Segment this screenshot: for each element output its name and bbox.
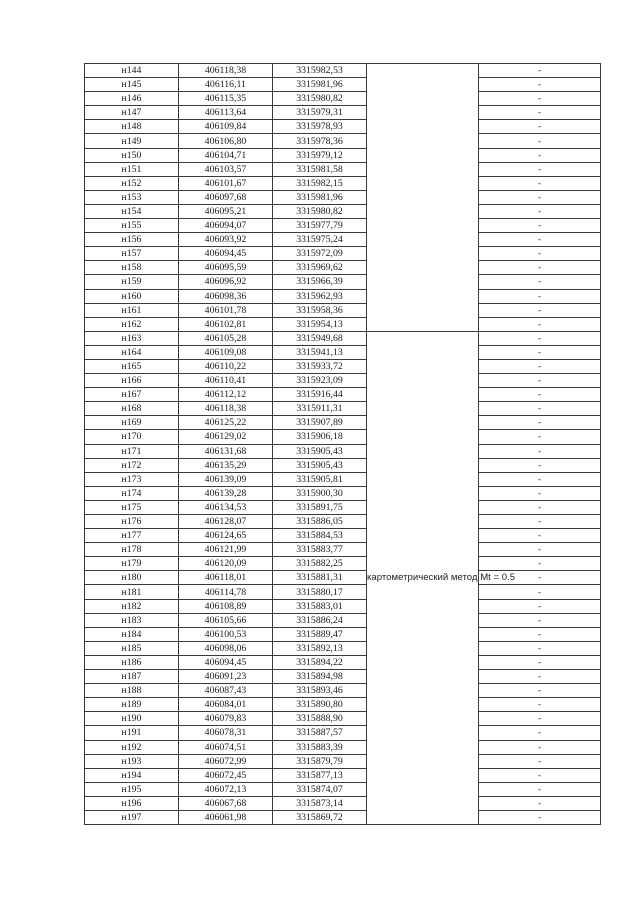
y-coordinate-cell: 3315933,72 (273, 359, 367, 373)
table-row (85, 585, 601, 599)
point-name-cell: н174 (85, 486, 179, 500)
table-row (85, 641, 601, 655)
point-name-cell: н176 (85, 515, 179, 529)
point-name-cell: н173 (85, 472, 179, 486)
table-row (85, 106, 601, 120)
point-name-cell: н182 (85, 599, 179, 613)
x-coordinate-cell: 406098,36 (179, 289, 273, 303)
x-coordinate-cell: 406114,78 (179, 585, 273, 599)
x-coordinate-cell: 406125,22 (179, 416, 273, 430)
table-row (85, 92, 601, 106)
y-coordinate-cell: 3315880,17 (273, 585, 367, 599)
note-cell: - (479, 204, 601, 218)
table-row (85, 726, 601, 740)
y-coordinate-cell: 3315892,13 (273, 641, 367, 655)
x-coordinate-cell: 406134,53 (179, 500, 273, 514)
x-coordinate-cell: 406100,53 (179, 627, 273, 641)
y-coordinate-cell: 3315979,31 (273, 106, 367, 120)
note-cell: - (479, 810, 601, 824)
coordinates-table (84, 63, 601, 825)
y-coordinate-cell: 3315905,43 (273, 444, 367, 458)
y-coordinate-cell: 3315981,96 (273, 190, 367, 204)
table-row (85, 78, 601, 92)
y-coordinate-cell: 3315980,82 (273, 92, 367, 106)
y-coordinate-cell: 3315954,13 (273, 317, 367, 331)
x-coordinate-cell: 406101,67 (179, 176, 273, 190)
table-row (85, 64, 601, 78)
y-coordinate-cell: 3315916,44 (273, 388, 367, 402)
x-coordinate-cell: 406094,07 (179, 219, 273, 233)
table-row (85, 684, 601, 698)
table-row (85, 275, 601, 289)
y-coordinate-cell: 3315905,43 (273, 458, 367, 472)
y-coordinate-cell: 3315982,15 (273, 176, 367, 190)
table-row (85, 331, 601, 345)
note-cell: - (479, 585, 601, 599)
point-name-cell: н175 (85, 500, 179, 514)
point-name-cell: н172 (85, 458, 179, 472)
table-row (85, 782, 601, 796)
y-coordinate-cell: 3315883,77 (273, 543, 367, 557)
x-coordinate-cell: 406118,01 (179, 571, 273, 585)
x-coordinate-cell: 406072,13 (179, 782, 273, 796)
x-coordinate-cell: 406108,89 (179, 599, 273, 613)
x-coordinate-cell: 406110,41 (179, 374, 273, 388)
table-row (85, 529, 601, 543)
table-row (85, 472, 601, 486)
y-coordinate-cell: 3315894,22 (273, 655, 367, 669)
point-name-cell: н181 (85, 585, 179, 599)
table-row (85, 247, 601, 261)
y-coordinate-cell: 3315890,80 (273, 698, 367, 712)
point-name-cell: н147 (85, 106, 179, 120)
y-coordinate-cell: 3315969,62 (273, 261, 367, 275)
table-row (85, 190, 601, 204)
y-coordinate-cell: 3315873,14 (273, 796, 367, 810)
y-coordinate-cell: 3315887,57 (273, 726, 367, 740)
table-row (85, 796, 601, 810)
table-row (85, 712, 601, 726)
y-coordinate-cell: 3315982,53 (273, 64, 367, 78)
point-name-cell: н157 (85, 247, 179, 261)
note-cell: - (479, 331, 601, 345)
point-name-cell: н168 (85, 402, 179, 416)
table-row (85, 627, 601, 641)
method-cell-empty (367, 64, 479, 332)
point-name-cell: н196 (85, 796, 179, 810)
table-row (85, 655, 601, 669)
y-coordinate-cell: 3315877,13 (273, 768, 367, 782)
y-coordinate-cell: 3315888,90 (273, 712, 367, 726)
note-cell: - (479, 176, 601, 190)
x-coordinate-cell: 406095,21 (179, 204, 273, 218)
x-coordinate-cell: 406101,78 (179, 303, 273, 317)
point-name-cell: н185 (85, 641, 179, 655)
x-coordinate-cell: 406105,66 (179, 613, 273, 627)
y-coordinate-cell: 3315879,79 (273, 754, 367, 768)
x-coordinate-cell: 406121,99 (179, 543, 273, 557)
point-name-cell: н179 (85, 557, 179, 571)
x-coordinate-cell: 406093,92 (179, 233, 273, 247)
note-cell: - (479, 402, 601, 416)
x-coordinate-cell: 406139,09 (179, 472, 273, 486)
y-coordinate-cell: 3315907,89 (273, 416, 367, 430)
table-row (85, 613, 601, 627)
note-cell: - (479, 670, 601, 684)
note-cell: - (479, 655, 601, 669)
table-row (85, 303, 601, 317)
x-coordinate-cell: 406120,09 (179, 557, 273, 571)
x-coordinate-cell: 406097,68 (179, 190, 273, 204)
x-coordinate-cell: 406098,06 (179, 641, 273, 655)
y-coordinate-cell: 3315883,39 (273, 740, 367, 754)
point-name-cell: н164 (85, 345, 179, 359)
y-coordinate-cell: 3315905,81 (273, 472, 367, 486)
x-coordinate-cell: 406094,45 (179, 247, 273, 261)
point-name-cell: н192 (85, 740, 179, 754)
table-row (85, 120, 601, 134)
table-row (85, 289, 601, 303)
point-name-cell: н170 (85, 430, 179, 444)
y-coordinate-cell: 3315886,24 (273, 613, 367, 627)
y-coordinate-cell: 3315949,68 (273, 331, 367, 345)
coordinates-table-body (85, 64, 601, 825)
note-cell: - (479, 190, 601, 204)
y-coordinate-cell: 3315883,01 (273, 599, 367, 613)
note-cell: - (479, 261, 601, 275)
table-row (85, 557, 601, 571)
y-coordinate-cell: 3315923,09 (273, 374, 367, 388)
note-cell: - (479, 162, 601, 176)
y-coordinate-cell: 3315977,79 (273, 219, 367, 233)
y-coordinate-cell: 3315980,82 (273, 204, 367, 218)
y-coordinate-cell: 3315972,09 (273, 247, 367, 261)
point-name-cell: н184 (85, 627, 179, 641)
x-coordinate-cell: 406094,45 (179, 655, 273, 669)
point-name-cell: н148 (85, 120, 179, 134)
point-name-cell: н159 (85, 275, 179, 289)
note-cell: - (479, 359, 601, 373)
note-cell: - (479, 726, 601, 740)
x-coordinate-cell: 406103,57 (179, 162, 273, 176)
x-coordinate-cell: 406061,98 (179, 810, 273, 824)
x-coordinate-cell: 406095,59 (179, 261, 273, 275)
y-coordinate-cell: 3315958,36 (273, 303, 367, 317)
x-coordinate-cell: 406106,80 (179, 134, 273, 148)
note-cell: - (479, 275, 601, 289)
x-coordinate-cell: 406115,35 (179, 92, 273, 106)
x-coordinate-cell: 406087,43 (179, 684, 273, 698)
table-row (85, 458, 601, 472)
point-name-cell: н144 (85, 64, 179, 78)
note-cell: - (479, 486, 601, 500)
x-coordinate-cell: 406129,02 (179, 430, 273, 444)
table-row (85, 416, 601, 430)
table-row (85, 219, 601, 233)
note-cell: - (479, 740, 601, 754)
x-coordinate-cell: 406079,83 (179, 712, 273, 726)
table-row (85, 204, 601, 218)
point-name-cell: н195 (85, 782, 179, 796)
y-coordinate-cell: 3315966,39 (273, 275, 367, 289)
point-name-cell: н167 (85, 388, 179, 402)
note-cell: - (479, 458, 601, 472)
note-cell: - (479, 627, 601, 641)
x-coordinate-cell: 406124,65 (179, 529, 273, 543)
y-coordinate-cell: 3315941,13 (273, 345, 367, 359)
table-row (85, 500, 601, 514)
note-cell: - (479, 529, 601, 543)
point-name-cell: н190 (85, 712, 179, 726)
note-cell: - (479, 796, 601, 810)
point-name-cell: н156 (85, 233, 179, 247)
point-name-cell: н153 (85, 190, 179, 204)
y-coordinate-cell: 3315911,31 (273, 402, 367, 416)
note-cell: - (479, 388, 601, 402)
y-coordinate-cell: 3315886,05 (273, 515, 367, 529)
point-name-cell: н186 (85, 655, 179, 669)
table-row (85, 670, 601, 684)
point-name-cell: н146 (85, 92, 179, 106)
y-coordinate-cell: 3315891,75 (273, 500, 367, 514)
x-coordinate-cell: 406113,64 (179, 106, 273, 120)
point-name-cell: н151 (85, 162, 179, 176)
table-row (85, 599, 601, 613)
table-row (85, 134, 601, 148)
note-cell: - (479, 303, 601, 317)
y-coordinate-cell: 3315978,93 (273, 120, 367, 134)
table-row (85, 515, 601, 529)
y-coordinate-cell: 3315894,98 (273, 670, 367, 684)
x-coordinate-cell: 406139,28 (179, 486, 273, 500)
point-name-cell: н169 (85, 416, 179, 430)
note-cell: - (479, 698, 601, 712)
y-coordinate-cell: 3315881,31 (273, 571, 367, 585)
table-row (85, 698, 601, 712)
table-row (85, 444, 601, 458)
x-coordinate-cell: 406072,99 (179, 754, 273, 768)
point-name-cell: н160 (85, 289, 179, 303)
table-row (85, 754, 601, 768)
y-coordinate-cell: 3315893,46 (273, 684, 367, 698)
x-coordinate-cell: 406110,22 (179, 359, 273, 373)
note-cell: - (479, 120, 601, 134)
x-coordinate-cell: 406109,08 (179, 345, 273, 359)
note-cell: - (479, 134, 601, 148)
x-coordinate-cell: 406118,38 (179, 402, 273, 416)
note-cell: - (479, 641, 601, 655)
y-coordinate-cell: 3315978,36 (273, 134, 367, 148)
y-coordinate-cell: 3315874,07 (273, 782, 367, 796)
note-cell: - (479, 543, 601, 557)
table-row (85, 768, 601, 782)
table-row (85, 486, 601, 500)
point-name-cell: н155 (85, 219, 179, 233)
point-name-cell: н191 (85, 726, 179, 740)
x-coordinate-cell: 406067,68 (179, 796, 273, 810)
point-name-cell: н177 (85, 529, 179, 543)
note-cell: - (479, 444, 601, 458)
note-cell: - (479, 712, 601, 726)
x-coordinate-cell: 406104,71 (179, 148, 273, 162)
x-coordinate-cell: 406105,28 (179, 331, 273, 345)
point-name-cell: н150 (85, 148, 179, 162)
point-name-cell: н180 (85, 571, 179, 585)
note-cell: - (479, 754, 601, 768)
note-cell: - (479, 684, 601, 698)
y-coordinate-cell: 3315975,24 (273, 233, 367, 247)
table-row (85, 430, 601, 444)
x-coordinate-cell: 406074,51 (179, 740, 273, 754)
x-coordinate-cell: 406135,29 (179, 458, 273, 472)
table-row (85, 261, 601, 275)
table-row (85, 543, 601, 557)
note-cell: - (479, 92, 601, 106)
point-name-cell: н193 (85, 754, 179, 768)
table-row (85, 317, 601, 331)
x-coordinate-cell: 406102,81 (179, 317, 273, 331)
y-coordinate-cell: 3315889,47 (273, 627, 367, 641)
point-name-cell: н188 (85, 684, 179, 698)
point-name-cell: н154 (85, 204, 179, 218)
note-cell: - (479, 472, 601, 486)
note-cell: - (479, 247, 601, 261)
x-coordinate-cell: 406078,31 (179, 726, 273, 740)
point-name-cell: н166 (85, 374, 179, 388)
point-name-cell: н158 (85, 261, 179, 275)
point-name-cell: н197 (85, 810, 179, 824)
table-row (85, 148, 601, 162)
note-cell: - (479, 148, 601, 162)
table-row (85, 359, 601, 373)
note-cell: - (479, 557, 601, 571)
note-cell: - (479, 613, 601, 627)
note-cell: - (479, 515, 601, 529)
point-name-cell: н149 (85, 134, 179, 148)
table-row (85, 810, 601, 824)
table-row (85, 345, 601, 359)
note-cell: - (479, 768, 601, 782)
y-coordinate-cell: 3315981,58 (273, 162, 367, 176)
y-coordinate-cell: 3315869,72 (273, 810, 367, 824)
note-cell: - (479, 289, 601, 303)
table-row (85, 388, 601, 402)
table-row (85, 374, 601, 388)
note-cell: - (479, 233, 601, 247)
x-coordinate-cell: 406109,84 (179, 120, 273, 134)
note-cell: - (479, 219, 601, 233)
point-name-cell: н171 (85, 444, 179, 458)
note-cell: - (479, 106, 601, 120)
note-cell: - (479, 782, 601, 796)
point-name-cell: н189 (85, 698, 179, 712)
y-coordinate-cell: 3315900,30 (273, 486, 367, 500)
table-row (85, 571, 601, 585)
note-cell: - (479, 374, 601, 388)
table-row (85, 740, 601, 754)
note-cell: - (479, 571, 601, 585)
point-name-cell: н178 (85, 543, 179, 557)
note-cell: - (479, 599, 601, 613)
x-coordinate-cell: 406112,12 (179, 388, 273, 402)
point-name-cell: н145 (85, 78, 179, 92)
table-row (85, 233, 601, 247)
point-name-cell: н183 (85, 613, 179, 627)
x-coordinate-cell: 406118,38 (179, 64, 273, 78)
method-cell: картометрический метод Mt = 0.5 (367, 331, 479, 824)
note-cell: - (479, 64, 601, 78)
point-name-cell: н161 (85, 303, 179, 317)
y-coordinate-cell: 3315962,93 (273, 289, 367, 303)
y-coordinate-cell: 3315981,96 (273, 78, 367, 92)
x-coordinate-cell: 406131,68 (179, 444, 273, 458)
table-row (85, 176, 601, 190)
point-name-cell: н165 (85, 359, 179, 373)
x-coordinate-cell: 406084,01 (179, 698, 273, 712)
table-row (85, 162, 601, 176)
note-cell: - (479, 416, 601, 430)
note-cell: - (479, 430, 601, 444)
point-name-cell: н163 (85, 331, 179, 345)
x-coordinate-cell: 406091,23 (179, 670, 273, 684)
note-cell: - (479, 345, 601, 359)
point-name-cell: н152 (85, 176, 179, 190)
y-coordinate-cell: 3315979,12 (273, 148, 367, 162)
x-coordinate-cell: 406128,07 (179, 515, 273, 529)
point-name-cell: н162 (85, 317, 179, 331)
note-cell: - (479, 78, 601, 92)
y-coordinate-cell: 3315882,25 (273, 557, 367, 571)
x-coordinate-cell: 406116,11 (179, 78, 273, 92)
y-coordinate-cell: 3315906,18 (273, 430, 367, 444)
point-name-cell: н194 (85, 768, 179, 782)
x-coordinate-cell: 406072,45 (179, 768, 273, 782)
note-cell: - (479, 317, 601, 331)
y-coordinate-cell: 3315884,53 (273, 529, 367, 543)
x-coordinate-cell: 406096,92 (179, 275, 273, 289)
note-cell: - (479, 500, 601, 514)
table-row (85, 402, 601, 416)
point-name-cell: н187 (85, 670, 179, 684)
